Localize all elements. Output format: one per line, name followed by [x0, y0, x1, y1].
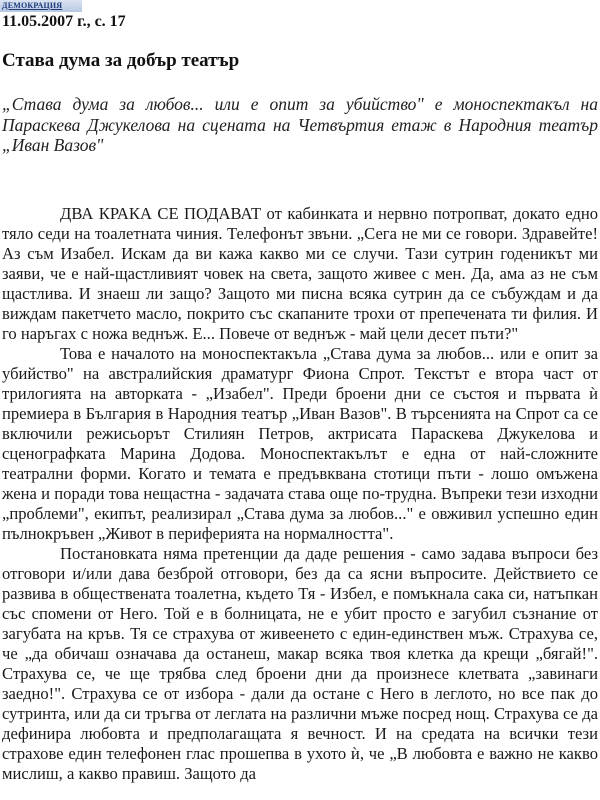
article-lede: „Става дума за любов... или е опит за убийство" е моноспектакъл на Параскева Джукелова на сцената на Четвъртия етаж в Народния театър „Иван Вазов" — [2, 94, 598, 155]
article-paragraph: Това е началото на моноспектакъла „Става дума за любов... или е опит за убийство" на австралийския драматург Фиона Спрот. Текстът е втора част от трилогията на авторката - „Изабел". Преди броени дни се състоя и първата ѝ премиера в България в Народния театър „Иван Вазов". В търсенията на Спрот са се включили режисьорът Стилиян Петров, актрисата Параскева Джукелова и сценографката Марина Додова. Моноспектакълът е една от най-сложните театрални форми. Когато и темата е предъвквана стотици пъти - лошо омъжена жена и поради това нещастна - задачата става още по-трудна. Въпреки тези изходни „проблеми", екипът, реализирал „Става дума за любов..." е овживил успешно един пълнокръвен „Живот в периферията на нормалността". — [2, 344, 598, 543]
article-paragraph: ДВА КРАКА СЕ ПОДАВАТ от кабинката и нервно потропват, докато едно тяло седи на тоалетната чиния. Телефонът звъни. „Сега не ми се говори. Здравейте! Аз съм Изабел. Искам да ви кажа какво ми се случи. Тази сутрин годеникът ми заяви, че е най-щастливият човек на света, защото живее с мен. Да, ама аз не съм щастлива. И знаеш ли защо? Защото ми писна всяка сутрин да се събуждам и да виждам пакетчето масло, покрито със скапаните трохи от препечената ти филия. И го наръгах с ножа веднъж. Е... Повече от веднъж - май цели десет пъти?" — [2, 204, 598, 343]
article-body — [2, 204, 598, 784]
newspaper-logo: ДЕМОКРАЦИЯ — [0, 0, 82, 12]
article-title: Става дума за добър театър — [2, 50, 240, 71]
article-paragraph: Постановката няма претенции да даде решения - само задава въпроси без отговори и/или дава безброй отговори, без да са ясни въпросите. Действието се развива в обществената тоалетна, където Тя - Избел, е помъкнала сака си, натъпкан със спомени от Него. Той е в болницата, не е убит просто е загубил съзнание от загубата на кръв. Тя се страхува от живеенето с един-единствен мъж. Страхува се, че „да обичаш означава да останеш, макар всяка твоя клетка да крещи „бягай!". Страхува се, че ще трябва след броени дни да произнесе клетвата „завинаги заедно!". Страхува се от избора - дали да остане с Него в леглото, но все пак до сутринта, или да си тръгва от леглата на различни мъже посред нощ. Страхува се да дефинира любовта и предполагащата я вечност. И на средата на всички тези страхове един телефонен глас прошепва в ухото ѝ, че „В любовта е важно не какво мислиш, а какво правиш. Защото да — [2, 544, 598, 783]
publication-date: 11.05.2007 г., с. 17 — [2, 13, 126, 30]
